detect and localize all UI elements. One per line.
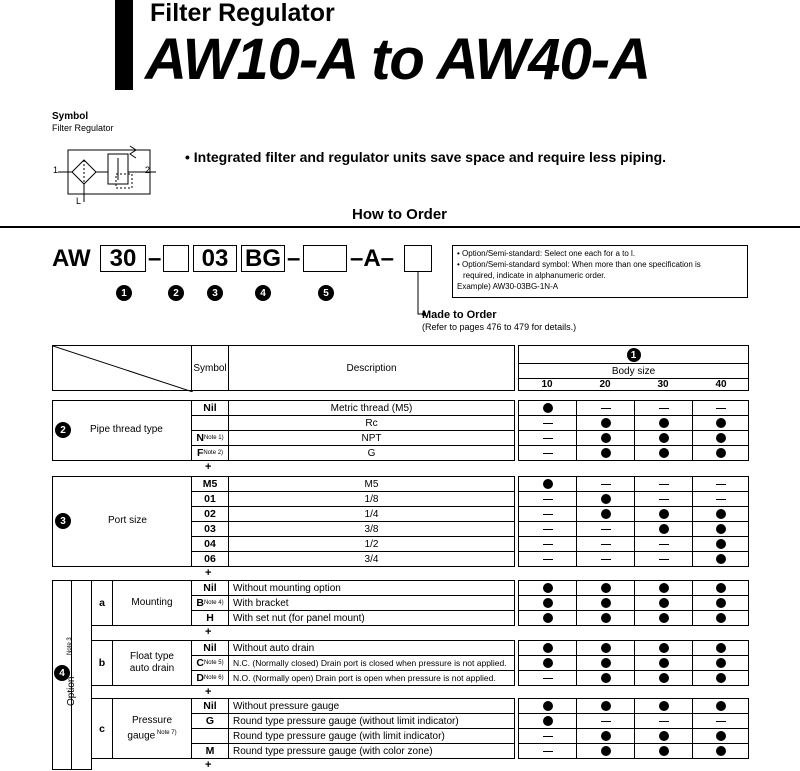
available-dot bbox=[659, 658, 669, 668]
not-available-dash bbox=[716, 499, 726, 500]
not-available-dash bbox=[543, 751, 553, 752]
plus-sign: + bbox=[205, 461, 212, 473]
available-dot bbox=[716, 613, 726, 623]
availability-cell bbox=[692, 743, 749, 759]
availability-cell bbox=[634, 713, 693, 729]
note-line: Example) AW30-03BG-1N-A bbox=[457, 282, 559, 291]
available-dot bbox=[716, 598, 726, 608]
not-available-dash bbox=[601, 544, 611, 545]
availability-cell bbox=[576, 728, 635, 744]
availability-cell bbox=[518, 551, 577, 567]
availability-cell bbox=[634, 521, 693, 537]
availability-cell bbox=[634, 536, 693, 552]
callout-2: 2 bbox=[55, 422, 71, 438]
available-dot bbox=[716, 539, 726, 549]
diagonal-line bbox=[53, 346, 193, 392]
not-available-dash bbox=[659, 559, 669, 560]
symbol-code: Nil bbox=[203, 700, 217, 712]
option-group-label-line: Pressure bbox=[131, 714, 172, 726]
availability-cell bbox=[576, 580, 635, 596]
footnote-ref: Note 7) bbox=[155, 729, 177, 736]
not-available-dash bbox=[601, 559, 611, 560]
available-dot bbox=[716, 643, 726, 653]
not-available-dash bbox=[543, 438, 553, 439]
symbol-code: Nil bbox=[203, 642, 217, 654]
availability-cell bbox=[692, 521, 749, 537]
availability-cell bbox=[518, 743, 577, 759]
plus-sign: + bbox=[205, 759, 212, 771]
option-group-label bbox=[112, 580, 192, 626]
description-cell: Without auto drain bbox=[228, 640, 515, 656]
callout-4: 4 bbox=[255, 285, 271, 301]
available-dot bbox=[601, 448, 611, 458]
callout-1: 1 bbox=[116, 285, 132, 301]
available-dot bbox=[659, 746, 669, 756]
product-subtitle: Filter Regulator bbox=[150, 0, 335, 27]
order-notes-box bbox=[452, 245, 748, 298]
available-dot bbox=[659, 448, 669, 458]
code-thread-type-box bbox=[163, 245, 189, 272]
footnote-ref: Note 5) bbox=[203, 660, 224, 666]
option-group-label-line: gauge $^{Note 7)}$ bbox=[127, 729, 177, 742]
available-dot bbox=[659, 509, 669, 519]
callout-2: 2 bbox=[168, 285, 184, 301]
availability-cell bbox=[692, 476, 749, 492]
option-letter-cell: a bbox=[91, 580, 113, 626]
available-dot bbox=[543, 658, 553, 668]
option-group-label bbox=[112, 698, 192, 759]
not-available-dash bbox=[659, 721, 669, 722]
plus-sign: + bbox=[205, 686, 212, 698]
availability-cell bbox=[518, 655, 577, 671]
availability-cell bbox=[518, 521, 577, 537]
availability-cell bbox=[634, 445, 693, 461]
symbol-cell bbox=[191, 655, 229, 671]
available-dot bbox=[601, 433, 611, 443]
not-available-dash bbox=[716, 408, 726, 409]
not-available-dash bbox=[543, 544, 553, 545]
available-dot bbox=[659, 643, 669, 653]
available-dot bbox=[543, 583, 553, 593]
description-cell: N.C. (Normally closed) Drain port is closed when pressure is not applied. bbox=[228, 655, 515, 671]
symbol-cell bbox=[191, 728, 229, 744]
availability-cell bbox=[634, 400, 693, 416]
symbol-cell bbox=[191, 415, 229, 431]
code-made-to-order-box bbox=[404, 245, 432, 272]
available-dot bbox=[543, 716, 553, 726]
availability-cell bbox=[692, 655, 749, 671]
port-1-label: 1 bbox=[53, 165, 59, 175]
availability-cell bbox=[692, 506, 749, 522]
available-dot bbox=[716, 524, 726, 534]
available-dot bbox=[659, 673, 669, 683]
symbol-code: 01 bbox=[204, 493, 216, 505]
availability-cell bbox=[692, 415, 749, 431]
availability-cell bbox=[692, 536, 749, 552]
body-size-20: 20 bbox=[599, 378, 611, 390]
availability-cell bbox=[634, 595, 693, 611]
not-available-dash bbox=[601, 721, 611, 722]
symbol-cell bbox=[191, 640, 229, 656]
symbol-column-header: Symbol bbox=[191, 345, 229, 391]
availability-cell bbox=[576, 743, 635, 759]
port-size-label: Port size bbox=[108, 515, 147, 526]
availability-cell bbox=[518, 580, 577, 596]
symbol-cell bbox=[191, 536, 229, 552]
option-label: Option bbox=[66, 676, 77, 706]
not-available-dash bbox=[543, 736, 553, 737]
option-spacer-cell bbox=[71, 580, 92, 770]
available-dot bbox=[601, 731, 611, 741]
availability-cell bbox=[692, 670, 749, 686]
availability-cell bbox=[692, 610, 749, 626]
symbol-code: Nil bbox=[203, 582, 217, 594]
body-size-40: 40 bbox=[715, 378, 727, 390]
description-cell: 1/2 bbox=[228, 536, 515, 552]
availability-cell bbox=[518, 698, 577, 714]
symbol-code: 06 bbox=[204, 553, 216, 565]
available-dot bbox=[601, 746, 611, 756]
footnote-ref: Note 4) bbox=[203, 600, 224, 606]
code-size-box: 30 bbox=[100, 245, 146, 272]
available-dot bbox=[601, 598, 611, 608]
symbol-cell bbox=[191, 551, 229, 567]
option-group-label-line: Mounting bbox=[131, 597, 173, 608]
option-group-label-line: auto drain bbox=[129, 663, 175, 674]
availability-cell bbox=[518, 476, 577, 492]
footnote-ref: Note 2) bbox=[203, 450, 224, 456]
not-available-dash bbox=[716, 484, 726, 485]
symbol-code: N bbox=[196, 432, 204, 444]
callout-3: 3 bbox=[207, 285, 223, 301]
description-cell: 3/4 bbox=[228, 551, 515, 567]
availability-cell bbox=[518, 670, 577, 686]
available-dot bbox=[543, 643, 553, 653]
available-dot bbox=[716, 658, 726, 668]
available-dot bbox=[543, 403, 553, 413]
how-to-order-heading: How to Order bbox=[352, 206, 448, 223]
available-dot bbox=[716, 418, 726, 428]
symbol-code: F bbox=[196, 447, 204, 459]
symbol-code: 02 bbox=[204, 508, 216, 520]
availability-cell bbox=[576, 445, 635, 461]
code-semi-standard-box bbox=[303, 245, 347, 272]
availability-cell bbox=[576, 491, 635, 507]
not-available-dash bbox=[543, 423, 553, 424]
availability-cell bbox=[634, 728, 693, 744]
description-column-header: Description bbox=[228, 345, 515, 391]
availability-cell bbox=[576, 595, 635, 611]
code-suffix: –A– bbox=[350, 245, 395, 272]
availability-cell bbox=[634, 698, 693, 714]
symbol-cell bbox=[191, 430, 229, 446]
description-cell: Rc bbox=[228, 415, 515, 431]
body-size-10: 10 bbox=[541, 378, 553, 390]
code-prefix: AW bbox=[52, 245, 91, 272]
available-dot bbox=[601, 658, 611, 668]
feature-bullet: • Integrated filter and regulator units save space and require less piping. bbox=[185, 149, 667, 165]
available-dot bbox=[659, 598, 669, 608]
option-note: Note 3 bbox=[67, 637, 73, 655]
plus-sign: + bbox=[205, 626, 212, 638]
not-available-dash bbox=[601, 529, 611, 530]
symbol-cell bbox=[191, 476, 229, 492]
availability-cell bbox=[634, 610, 693, 626]
availability-cell bbox=[576, 551, 635, 567]
availability-cell bbox=[692, 698, 749, 714]
description-cell: Round type pressure gauge (without limit indicator) bbox=[228, 713, 515, 729]
symbol-cell bbox=[191, 698, 229, 714]
availability-cell bbox=[576, 400, 635, 416]
available-dot bbox=[601, 509, 611, 519]
available-dot bbox=[543, 613, 553, 623]
available-dot bbox=[659, 524, 669, 534]
availability-cell bbox=[576, 476, 635, 492]
available-dot bbox=[659, 731, 669, 741]
availability-cell bbox=[518, 430, 577, 446]
callout-1: 1 bbox=[627, 348, 641, 362]
option-group-label bbox=[112, 640, 192, 686]
option-letter-cell: c bbox=[91, 698, 113, 759]
availability-cell bbox=[518, 400, 577, 416]
symbol-code: D bbox=[196, 672, 204, 684]
available-dot bbox=[659, 613, 669, 623]
availability-cell bbox=[518, 728, 577, 744]
not-available-dash bbox=[659, 408, 669, 409]
availability-cell bbox=[634, 640, 693, 656]
availability-cell bbox=[576, 610, 635, 626]
callout-3: 3 bbox=[55, 513, 71, 529]
availability-cell bbox=[634, 580, 693, 596]
availability-cell bbox=[518, 536, 577, 552]
available-dot bbox=[716, 448, 726, 458]
availability-cell bbox=[518, 506, 577, 522]
symbol-code: 04 bbox=[204, 538, 216, 550]
availability-cell bbox=[576, 670, 635, 686]
availability-cell bbox=[576, 415, 635, 431]
available-dot bbox=[716, 673, 726, 683]
description-cell: Metric thread (M5) bbox=[228, 400, 515, 416]
note-line: required, indicate in alphanumeric order. bbox=[463, 271, 606, 280]
symbol-cell bbox=[191, 610, 229, 626]
symbol-cell bbox=[191, 743, 229, 759]
description-cell: NPT bbox=[228, 430, 515, 446]
availability-cell bbox=[692, 728, 749, 744]
available-dot bbox=[601, 701, 611, 711]
not-available-dash bbox=[543, 499, 553, 500]
not-available-dash bbox=[543, 514, 553, 515]
availability-cell bbox=[634, 415, 693, 431]
made-to-order-note: (Refer to pages 476 to 479 for details.) bbox=[422, 322, 577, 332]
description-cell: Round type pressure gauge (with color zone) bbox=[228, 743, 515, 759]
table-corner-cell bbox=[52, 345, 192, 391]
availability-cell bbox=[634, 743, 693, 759]
not-available-dash bbox=[543, 559, 553, 560]
symbol-cell bbox=[191, 506, 229, 522]
available-dot bbox=[601, 418, 611, 428]
description-cell: Round type pressure gauge (with limit indicator) bbox=[228, 728, 515, 744]
available-dot bbox=[543, 598, 553, 608]
availability-cell bbox=[692, 430, 749, 446]
symbol-code: C bbox=[196, 657, 204, 669]
availability-cell bbox=[576, 521, 635, 537]
available-dot bbox=[716, 509, 726, 519]
available-dot bbox=[716, 433, 726, 443]
not-available-dash bbox=[601, 408, 611, 409]
availability-cell bbox=[518, 445, 577, 461]
availability-cell bbox=[692, 640, 749, 656]
availability-cell bbox=[692, 580, 749, 596]
symbol-cell bbox=[191, 491, 229, 507]
symbol-cell bbox=[191, 400, 229, 416]
not-available-dash bbox=[543, 453, 553, 454]
description-cell: Without pressure gauge bbox=[228, 698, 515, 714]
symbol-cell bbox=[191, 713, 229, 729]
availability-cell bbox=[692, 713, 749, 729]
note-line: • Option/Semi-standard: Select one each for a to l. bbox=[457, 249, 636, 258]
description-cell: M5 bbox=[228, 476, 515, 492]
description-cell: 3/8 bbox=[228, 521, 515, 537]
available-dot bbox=[659, 418, 669, 428]
code-dash: – bbox=[287, 245, 301, 272]
symbol-cell bbox=[191, 521, 229, 537]
availability-cell bbox=[634, 506, 693, 522]
description-cell: G bbox=[228, 445, 515, 461]
availability-cell bbox=[518, 595, 577, 611]
available-dot bbox=[601, 583, 611, 593]
body-size-30: 30 bbox=[657, 378, 669, 390]
available-dot bbox=[716, 554, 726, 564]
available-dot bbox=[601, 673, 611, 683]
body-size-label: Body size bbox=[519, 363, 748, 379]
not-available-dash bbox=[716, 721, 726, 722]
not-available-dash bbox=[543, 678, 553, 679]
code-dash: – bbox=[148, 245, 162, 272]
availability-cell bbox=[576, 536, 635, 552]
description-cell: 1/8 bbox=[228, 491, 515, 507]
available-dot bbox=[716, 583, 726, 593]
availability-cell bbox=[634, 670, 693, 686]
symbol-code: M5 bbox=[202, 478, 218, 490]
callout-5: 5 bbox=[318, 285, 334, 301]
footnote-ref: Note 6) bbox=[203, 675, 224, 681]
made-to-order-title: Made to Order bbox=[422, 309, 497, 321]
availability-cell bbox=[576, 430, 635, 446]
availability-cell bbox=[518, 640, 577, 656]
availability-cell bbox=[692, 491, 749, 507]
divider bbox=[0, 226, 800, 228]
availability-cell bbox=[634, 476, 693, 492]
available-dot bbox=[601, 643, 611, 653]
not-available-dash bbox=[543, 529, 553, 530]
availability-cell bbox=[634, 491, 693, 507]
product-title: AW10-A to AW40-A bbox=[145, 27, 650, 92]
availability-cell bbox=[576, 655, 635, 671]
code-port-size-box: 03 bbox=[193, 245, 237, 272]
footnote-ref: Note 1) bbox=[203, 435, 224, 441]
pipe-thread-label: Pipe thread type bbox=[90, 424, 163, 435]
availability-cell bbox=[634, 655, 693, 671]
available-dot bbox=[543, 701, 553, 711]
availability-cell bbox=[518, 491, 577, 507]
not-available-dash bbox=[659, 484, 669, 485]
availability-cell bbox=[634, 430, 693, 446]
description-cell: Without mounting option bbox=[228, 580, 515, 596]
available-dot bbox=[659, 433, 669, 443]
symbol-cell bbox=[191, 580, 229, 596]
availability-cell bbox=[518, 713, 577, 729]
availability-cell bbox=[576, 713, 635, 729]
symbol-code: 03 bbox=[204, 523, 216, 535]
availability-cell bbox=[692, 445, 749, 461]
symbol-code: H bbox=[206, 612, 214, 624]
symbol-subheading: Filter Regulator bbox=[52, 123, 114, 133]
available-dot bbox=[716, 746, 726, 756]
not-available-dash bbox=[601, 484, 611, 485]
available-dot bbox=[543, 479, 553, 489]
port-2-label: 2 bbox=[145, 165, 151, 175]
description-cell: N.O. (Normally open) Drain port is open when pressure is not applied. bbox=[228, 670, 515, 686]
symbol-cell bbox=[191, 445, 229, 461]
available-dot bbox=[601, 613, 611, 623]
available-dot bbox=[601, 494, 611, 504]
description-cell: With bracket bbox=[228, 595, 515, 611]
symbol-code: G bbox=[205, 715, 215, 727]
symbol-heading: Symbol bbox=[52, 111, 89, 122]
availability-cell bbox=[692, 595, 749, 611]
option-letter-cell: b bbox=[91, 640, 113, 686]
availability-cell bbox=[576, 506, 635, 522]
option-group-label-line: Float type bbox=[130, 651, 174, 662]
symbol-cell bbox=[191, 670, 229, 686]
availability-cell bbox=[634, 551, 693, 567]
callout-4: 4 bbox=[54, 665, 70, 681]
availability-cell bbox=[518, 610, 577, 626]
note-line: • Option/Semi-standard symbol: When more than one specification is bbox=[457, 260, 701, 269]
plus-sign: + bbox=[205, 567, 212, 579]
availability-cell bbox=[576, 698, 635, 714]
availability-cell bbox=[692, 400, 749, 416]
available-dot bbox=[716, 731, 726, 741]
not-available-dash bbox=[659, 499, 669, 500]
symbol-cell bbox=[191, 595, 229, 611]
available-dot bbox=[659, 701, 669, 711]
not-available-dash bbox=[659, 544, 669, 545]
available-dot bbox=[659, 583, 669, 593]
available-dot bbox=[716, 701, 726, 711]
description-cell: 1/4 bbox=[228, 506, 515, 522]
availability-cell bbox=[518, 415, 577, 431]
title-bar-accent bbox=[115, 0, 133, 90]
code-option-box: BG bbox=[241, 245, 285, 272]
symbol-code: Nil bbox=[203, 402, 217, 414]
description-cell: With set nut (for panel mount) bbox=[228, 610, 515, 626]
symbol-code: M bbox=[205, 745, 215, 757]
symbol-code: B bbox=[196, 597, 204, 609]
port-l-label: L bbox=[76, 196, 82, 206]
availability-cell bbox=[692, 551, 749, 567]
availability-cell bbox=[576, 640, 635, 656]
